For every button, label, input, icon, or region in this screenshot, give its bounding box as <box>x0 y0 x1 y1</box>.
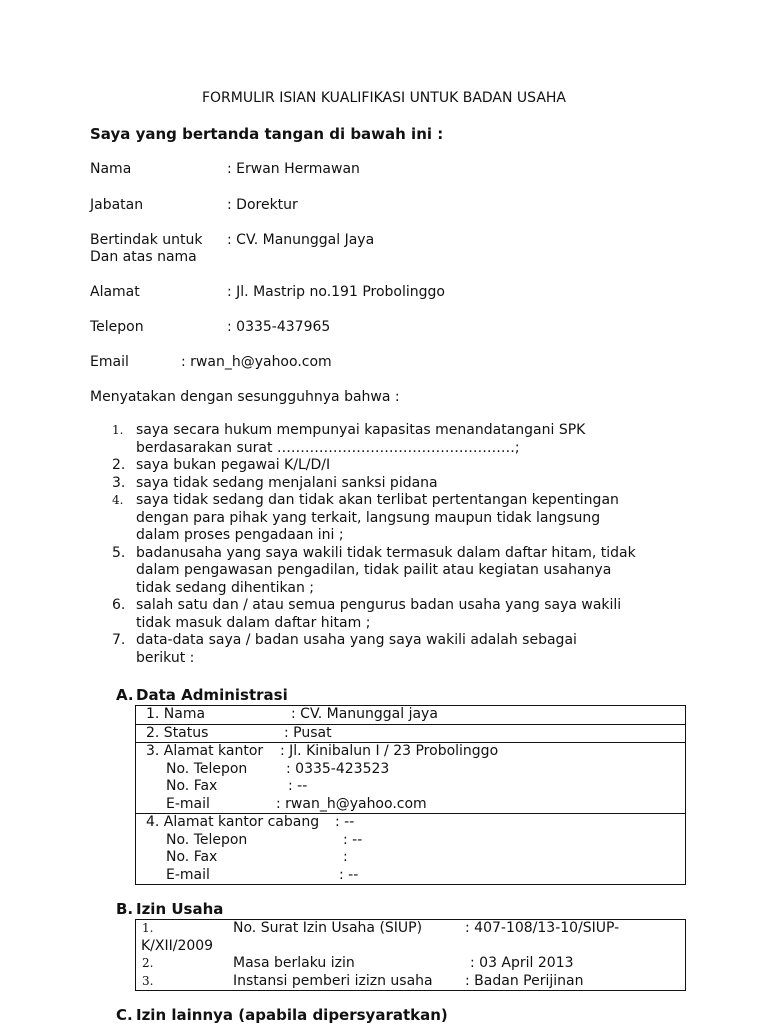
cabang-email-label: E-mail <box>166 866 210 883</box>
list-item <box>90 545 690 598</box>
section-b-heading <box>116 900 223 918</box>
list-item-number: 4. <box>112 493 124 507</box>
alamat-kantor-label: 3. Alamat kantor <box>146 743 264 759</box>
kantor-telepon-value: : 0335-423523 <box>286 760 390 777</box>
nama-label: Nama <box>90 161 132 177</box>
cabang-telepon-label: No. Telepon <box>166 831 248 848</box>
table-row <box>136 743 686 814</box>
telepon-value: : 0335-437965 <box>227 319 331 335</box>
masa-berlaku-value: : 03 April 2013 <box>470 955 574 971</box>
status-cell-label: 2. Status <box>146 724 209 741</box>
list-item <box>90 492 690 545</box>
izin-num: 2. <box>142 956 154 970</box>
section-c-title: Izin lainnya (apabila dipersyaratkan) <box>136 1006 448 1024</box>
table-row <box>136 724 686 743</box>
kantor-email-label: E-mail <box>166 795 210 812</box>
list-item-line: tidak masuk dalam daftar hitam ; <box>136 614 371 631</box>
list-item-line: saya tidak sedang dan tidak akan terlibat pertentangan kepentingan <box>136 492 619 508</box>
cabang-fax-value: : <box>343 849 348 865</box>
email-value: : rwan_h@yahoo.com <box>181 354 332 370</box>
section-b-title: Izin Usaha <box>136 900 224 918</box>
instansi-value: : Badan Perijinan <box>465 972 584 989</box>
list-item-line: tidak sedang dihentikan ; <box>136 579 314 596</box>
section-a-heading <box>116 686 288 704</box>
kantor-email-value: : rwan_h@yahoo.com <box>276 795 427 812</box>
list-item-line: saya tidak sedang menjalani sanksi pidana <box>136 474 438 491</box>
list-item <box>90 457 690 475</box>
izin-usaha-table <box>135 919 686 991</box>
list-item-line: saya secara hukum mempunyai kapasitas menandatangani SPK <box>136 422 586 438</box>
list-item-number: 3. <box>112 474 126 491</box>
list-item <box>90 422 690 457</box>
status-cell-value: : Pusat <box>284 724 332 741</box>
izin-num: 1. <box>142 921 154 935</box>
siup-value-cont: K/XII/2009 <box>141 937 214 954</box>
list-item-line: berdasarakan surat ……………………………………………; <box>136 439 520 456</box>
cabang-value: : -- <box>335 814 355 830</box>
email-label: Email <box>90 354 129 370</box>
section-b-letter: B. <box>116 900 134 918</box>
jabatan-label: Jabatan <box>90 197 144 213</box>
cabang-email-value: : -- <box>339 866 359 883</box>
cabang-telepon-value: : -- <box>343 831 363 848</box>
section-c-letter: C. <box>116 1006 133 1024</box>
table-row <box>136 920 686 991</box>
list-item-line: data-data saya / badan usaha yang saya wakili adalah sebagai <box>136 632 577 648</box>
siup-value: : 407-108/13-10/SIUP- <box>465 920 620 936</box>
section-c-heading <box>116 1006 448 1024</box>
list-item-number: 6. <box>112 597 126 613</box>
list-item-number: 1. <box>112 423 124 437</box>
telepon-label: Telepon <box>90 319 144 335</box>
statement-list <box>90 422 690 667</box>
statement-intro: Menyatakan dengan sesungguhnya bahwa : <box>90 389 400 405</box>
instansi-label: Instansi pemberi izizn usaha <box>233 972 433 989</box>
intro-heading: Saya yang bertanda tangan di bawah ini : <box>90 125 444 143</box>
list-item-line: saya bukan pegawai K/L/D/I <box>136 457 331 473</box>
list-item-number: 5. <box>112 544 126 561</box>
table-row <box>136 706 686 725</box>
list-item <box>90 632 690 667</box>
nama-cell-value: : CV. Manunggal jaya <box>291 706 438 722</box>
list-item-line: berikut : <box>136 649 195 666</box>
siup-label: No. Surat Izin Usaha (SIUP) <box>233 920 423 936</box>
list-item-line: badanusaha yang saya wakili tidak termasuk dalam daftar hitam, tidak <box>136 544 636 561</box>
list-item-line: dalam pengawasan pengadilan, tidak pailit atau kegiatan usahanya <box>136 562 612 578</box>
list-item <box>90 475 690 493</box>
bertindak-label: Bertindak untuk <box>90 232 203 248</box>
table-row <box>136 814 686 885</box>
nama-cell-label: 1. Nama <box>146 706 206 722</box>
alamat-value: : Jl. Mastrip no.191 Probolinggo <box>227 284 445 300</box>
alamat-kantor-value: : Jl. Kinibalun I / 23 Probolinggo <box>280 743 499 759</box>
nama-value: : Erwan Hermawan <box>227 161 360 177</box>
kantor-fax-value: : -- <box>288 778 308 794</box>
izin-num: 3. <box>142 973 154 988</box>
cabang-label: 4. Alamat kantor cabang <box>146 814 320 830</box>
masa-berlaku-label: Masa berlaku izin <box>233 955 355 971</box>
list-item-line: dalam proses pengadaan ini ; <box>136 527 344 543</box>
list-item <box>90 597 690 632</box>
list-item-line: dengan para pihak yang terkait, langsung maupun tidak langsung <box>136 509 601 526</box>
alamat-label: Alamat <box>90 284 140 300</box>
jabatan-value: : Dorektur <box>227 197 298 213</box>
atas-nama-label: Dan atas nama <box>90 249 197 265</box>
section-a-title: Data Administrasi <box>136 686 288 704</box>
section-a-letter: A. <box>116 686 134 704</box>
bertindak-value: : CV. Manunggal Jaya <box>227 232 375 248</box>
kantor-telepon-label: No. Telepon <box>166 760 248 777</box>
list-item-number: 7. <box>112 632 126 648</box>
list-item-number: 2. <box>112 457 126 473</box>
cabang-fax-label: No. Fax <box>166 849 218 865</box>
form-title: FORMULIR ISIAN KUALIFIKASI UNTUK BADAN USAHA <box>201 90 567 106</box>
list-item-line: salah satu dan / atau semua pengurus badan usaha yang saya wakili <box>136 597 622 613</box>
kantor-fax-label: No. Fax <box>166 778 218 794</box>
data-administrasi-table <box>135 705 686 885</box>
